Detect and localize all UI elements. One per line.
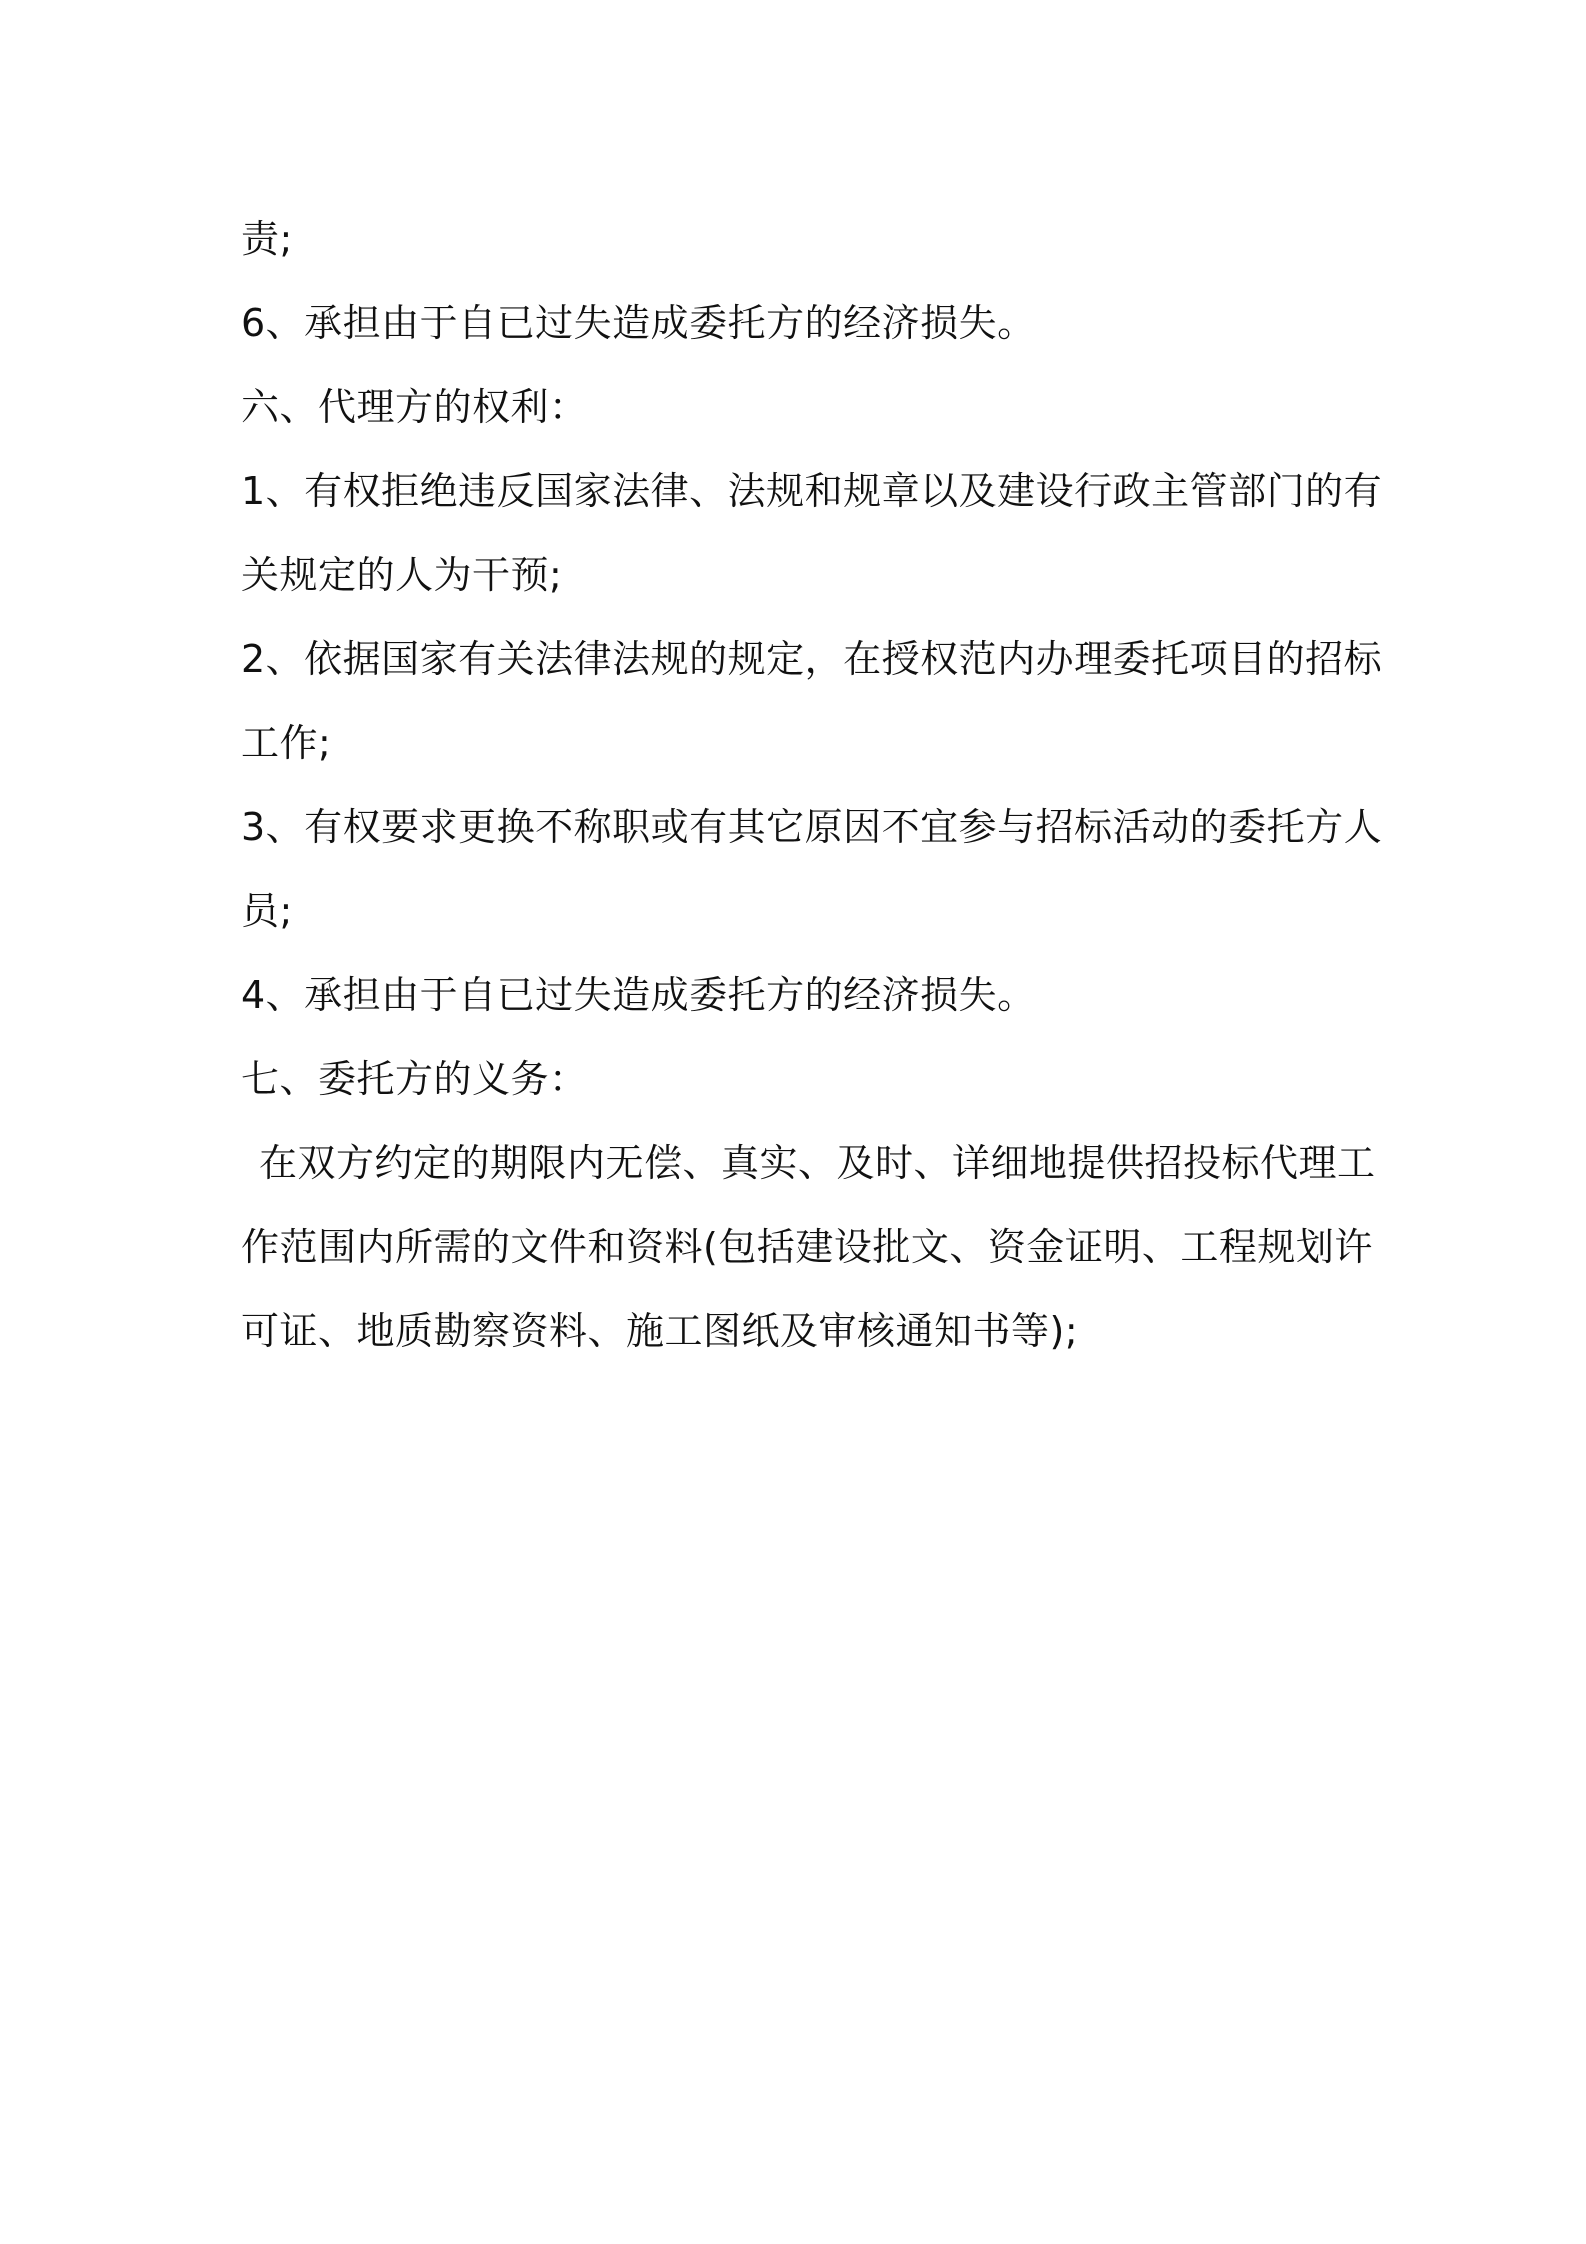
list-item-1-right: 1、有权拒绝违反国家法律、法规和规章以及建设行政主管部门的有 [241,469,1383,513]
text-line: 工作; [241,721,332,765]
paragraph-line: 作范围内所需的文件和资料(包括建设批文、资金证明、工程规划许 [241,1225,1373,1269]
section-heading-agent-rights: 六、代理方的权利： [241,385,588,429]
text-line: 员; [241,889,293,933]
section-heading-client-duties: 七、委托方的义务： [241,1057,588,1101]
list-item-2-right: 2、依据国家有关法律法规的规定，在授权范内办理委托项目的招标 [241,637,1383,681]
document-body [241,197,1383,1373]
paragraph-line: 在双方约定的期限内无偿、真实、及时、详细地提供招投标代理工 [259,1141,1376,1185]
list-item-4-right: 4、承担由于自已过失造成委托方的经济损失。 [241,973,1036,1017]
list-item-3-right: 3、有权要求更换不称职或有其它原因不宜参与招标活动的委托方人 [241,805,1383,849]
paragraph-line: 可证、地质勘察资料、施工图纸及审核通知书等); [241,1309,1079,1353]
text-line: 关规定的人为干预; [241,553,563,597]
text-line: 责; [241,217,293,261]
list-item-6-duty: 6、承担由于自已过失造成委托方的经济损失。 [241,301,1036,345]
